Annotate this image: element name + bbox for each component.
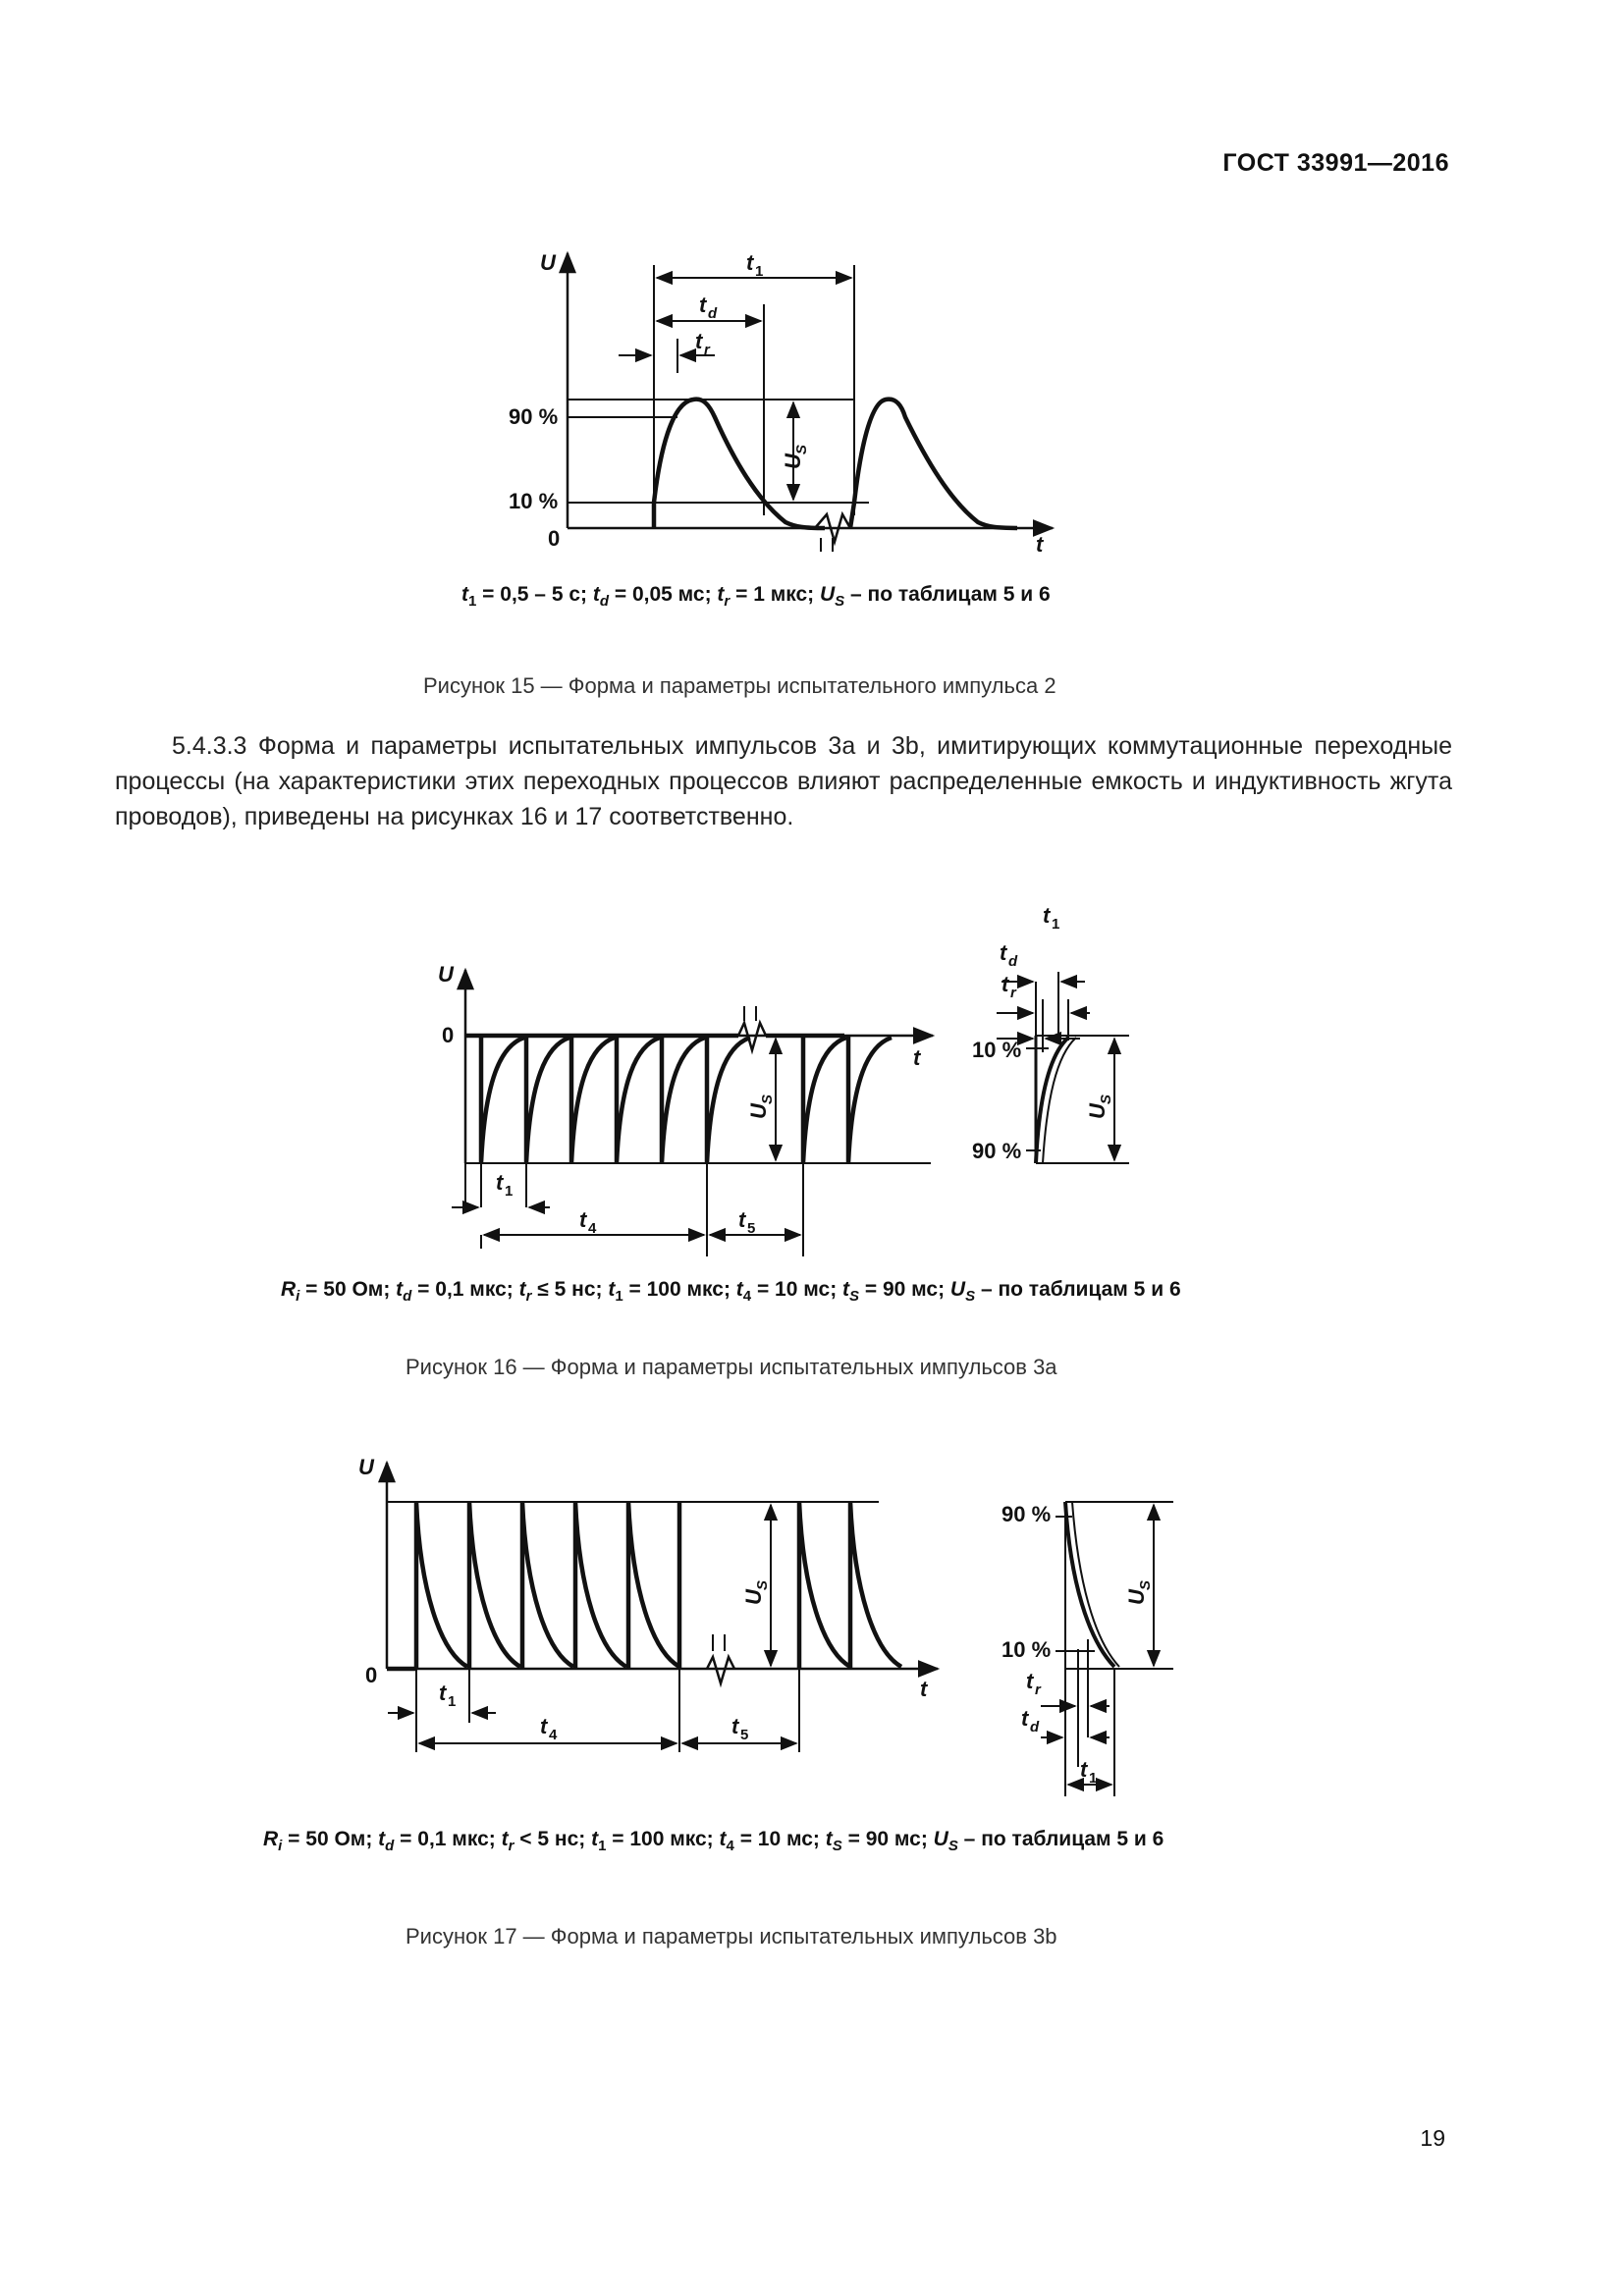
diagram-label: S xyxy=(835,593,845,610)
diagram-label: d xyxy=(1008,953,1018,970)
dim-t1-sub: 1 xyxy=(755,263,764,280)
diagram-label: = 90 мс; xyxy=(841,1828,934,1850)
diagram-label: 0 xyxy=(365,1663,378,1687)
diagram-label: t xyxy=(496,1170,504,1195)
diagram-label: 4 xyxy=(549,1727,558,1743)
label-10-percent: 10 % xyxy=(509,489,559,513)
diagram-label: S xyxy=(832,1838,842,1854)
diagram-label: U xyxy=(1085,1103,1110,1119)
dim-t1-label: t xyxy=(746,250,754,275)
diagram-label: 1 xyxy=(615,1288,623,1305)
diagram-label: – по таблицам 5 и 6 xyxy=(844,583,1051,606)
figure-16-caption: Рисунок 16 — Форма и параметры испытательных импульсов 3а xyxy=(406,1355,1057,1379)
paragraph-text: 5.4.3.3 Форма и параметры испытательных импульсов 3а и 3b, имитирующих коммутационные переходные процессы (на характеристики этих переходных процессов влияют распределенные емкость и индуктивность жгута проводов), приведены на рисунках 16 и 17 соответственно. xyxy=(115,732,1452,830)
diagram-label: t xyxy=(461,583,468,606)
diagram-label: t xyxy=(1043,903,1051,928)
diagram-label: = 90 мс; xyxy=(859,1278,950,1301)
diagram-label: U xyxy=(741,1589,766,1605)
dim-tr-sub: r xyxy=(704,342,710,358)
diagram-label: i xyxy=(278,1838,283,1854)
label-zero: 0 xyxy=(548,526,561,551)
diagram-label: U xyxy=(438,962,454,987)
diagram-label: = 10 мс; xyxy=(751,1278,843,1301)
diagram-label: t xyxy=(608,1278,616,1301)
diagram-label: t xyxy=(738,1207,746,1232)
diagram-label: = 0,5 – 5 с; xyxy=(476,583,593,606)
diagram-label: 0 xyxy=(442,1023,455,1047)
diagram-label: t xyxy=(1000,940,1007,965)
diagram-label: 1 xyxy=(1052,916,1060,933)
diagram-label: R xyxy=(281,1278,297,1301)
diagram-label: U xyxy=(949,1278,966,1301)
diagram-label: t xyxy=(540,1714,548,1738)
diagram-label: = 100 мкс; xyxy=(623,1278,736,1301)
diagram-label: S xyxy=(1137,1579,1154,1590)
diagram-label: U xyxy=(358,1455,374,1479)
diagram-label: = 0,1 мкс; xyxy=(411,1278,519,1301)
diagram-label: – по таблицам 5 и 6 xyxy=(957,1828,1164,1850)
diagram-label: U xyxy=(1124,1589,1149,1605)
diagram-label: 1 xyxy=(468,593,477,610)
axis-label-t: t xyxy=(1036,532,1044,557)
diagram-label: 90 % xyxy=(972,1139,1022,1163)
diagram-label: = 50 Ом; xyxy=(282,1828,379,1850)
diagram-label: t xyxy=(378,1828,386,1850)
diagram-label: 10 % xyxy=(1001,1637,1052,1662)
diagram-label: t xyxy=(717,583,725,606)
dim-us-label: U xyxy=(781,454,805,469)
diagram-label: 4 xyxy=(726,1838,734,1854)
diagram-label: ≤ 5 нс; xyxy=(531,1278,609,1301)
paragraph-5-4-3-3 xyxy=(115,728,1452,834)
dim-tr-label: t xyxy=(695,329,703,353)
diagram-label: S xyxy=(965,1288,976,1305)
diagram-label: t xyxy=(518,1278,526,1301)
diagram-label: t xyxy=(579,1207,587,1232)
diagram-label: – по таблицам 5 и 6 xyxy=(975,1278,1181,1301)
diagram-label: 1 xyxy=(1089,1770,1098,1787)
dim-us-sub: S xyxy=(793,444,810,454)
diagram-label: = 100 мкс; xyxy=(606,1828,720,1850)
figure-15-params xyxy=(461,583,1051,610)
label-90-percent: 90 % xyxy=(509,404,559,429)
diagram-label: t xyxy=(913,1045,921,1070)
diagram-label: 10 % xyxy=(972,1038,1022,1062)
diagram-label: d xyxy=(1030,1719,1040,1735)
diagram-label: t xyxy=(1080,1757,1088,1782)
diagram-label: r xyxy=(1010,985,1016,1001)
figure-15-caption: Рисунок 15 — Форма и параметры испытательного импульса 2 xyxy=(423,673,1056,698)
diagram-label: = 10 мс; xyxy=(733,1828,826,1850)
diagram-label: S xyxy=(759,1094,776,1104)
diagram-label: r xyxy=(508,1838,514,1854)
page-number: 19 xyxy=(1420,2125,1445,2151)
diagram-label: r xyxy=(724,593,731,610)
dim-td-label: t xyxy=(699,293,707,317)
diagram-label: r xyxy=(525,1288,532,1305)
diagram-label: t xyxy=(735,1278,743,1301)
figure-15-diagram xyxy=(0,0,1624,628)
diagram-label: t xyxy=(842,1278,850,1301)
diagram-label: t xyxy=(920,1677,928,1701)
diagram-label: R xyxy=(263,1828,279,1850)
diagram-label: = 0,1 мкс; xyxy=(394,1828,502,1850)
diagram-label: d xyxy=(385,1838,395,1854)
diagram-label: 1 xyxy=(505,1183,514,1200)
diagram-label: t xyxy=(591,1828,599,1850)
diagram-label: S xyxy=(754,1579,771,1590)
diagram-label: 4 xyxy=(588,1220,597,1237)
diagram-label: S xyxy=(947,1838,958,1854)
diagram-label: t xyxy=(439,1681,447,1705)
diagram-label: = 50 Ом; xyxy=(299,1278,397,1301)
diagram-label: t xyxy=(1001,972,1009,996)
diagram-label: t xyxy=(501,1828,509,1850)
dim-td-sub: d xyxy=(708,305,718,322)
diagram-label: t xyxy=(1021,1706,1029,1731)
diagram-label: = 0,05 мс; xyxy=(609,583,718,606)
diagram-label: t xyxy=(719,1828,727,1850)
diagram-label: t xyxy=(396,1278,404,1301)
diagram-label: = 1 мкс; xyxy=(730,583,820,606)
diagram-label: 4 xyxy=(742,1288,752,1305)
diagram-label: 1 xyxy=(448,1693,457,1710)
diagram-label: S xyxy=(849,1288,860,1305)
diagram-label: U xyxy=(820,583,836,606)
figure-17-caption: Рисунок 17 — Форма и параметры испытательных импульсов 3b xyxy=(406,1924,1057,1949)
diagram-label: t xyxy=(1026,1669,1034,1693)
diagram-label: U xyxy=(746,1103,771,1119)
diagram-label: S xyxy=(1098,1094,1114,1104)
diagram-label: t xyxy=(592,583,600,606)
diagram-label: d xyxy=(599,593,610,610)
diagram-label: 5 xyxy=(747,1220,756,1237)
diagram-label: t xyxy=(731,1714,739,1738)
figure-17-params xyxy=(263,1828,1164,1854)
diagram-label: 5 xyxy=(740,1727,749,1743)
figure-16-params xyxy=(281,1278,1181,1305)
diagram-label: r xyxy=(1035,1682,1041,1698)
diagram-label: i xyxy=(296,1288,300,1305)
diagram-label: t xyxy=(825,1828,833,1850)
figure-17-diagram xyxy=(0,1443,1624,1875)
diagram-label: d xyxy=(403,1288,412,1305)
diagram-label: U xyxy=(933,1828,948,1850)
diagram-label: 1 xyxy=(598,1838,607,1854)
document-standard-number: ГОСТ 33991—2016 xyxy=(1222,149,1449,177)
diagram-label: 90 % xyxy=(1001,1502,1052,1526)
axis-label-u: U xyxy=(540,250,556,275)
figure-16-diagram xyxy=(0,883,1624,1315)
diagram-label: < 5 нс; xyxy=(514,1828,592,1850)
